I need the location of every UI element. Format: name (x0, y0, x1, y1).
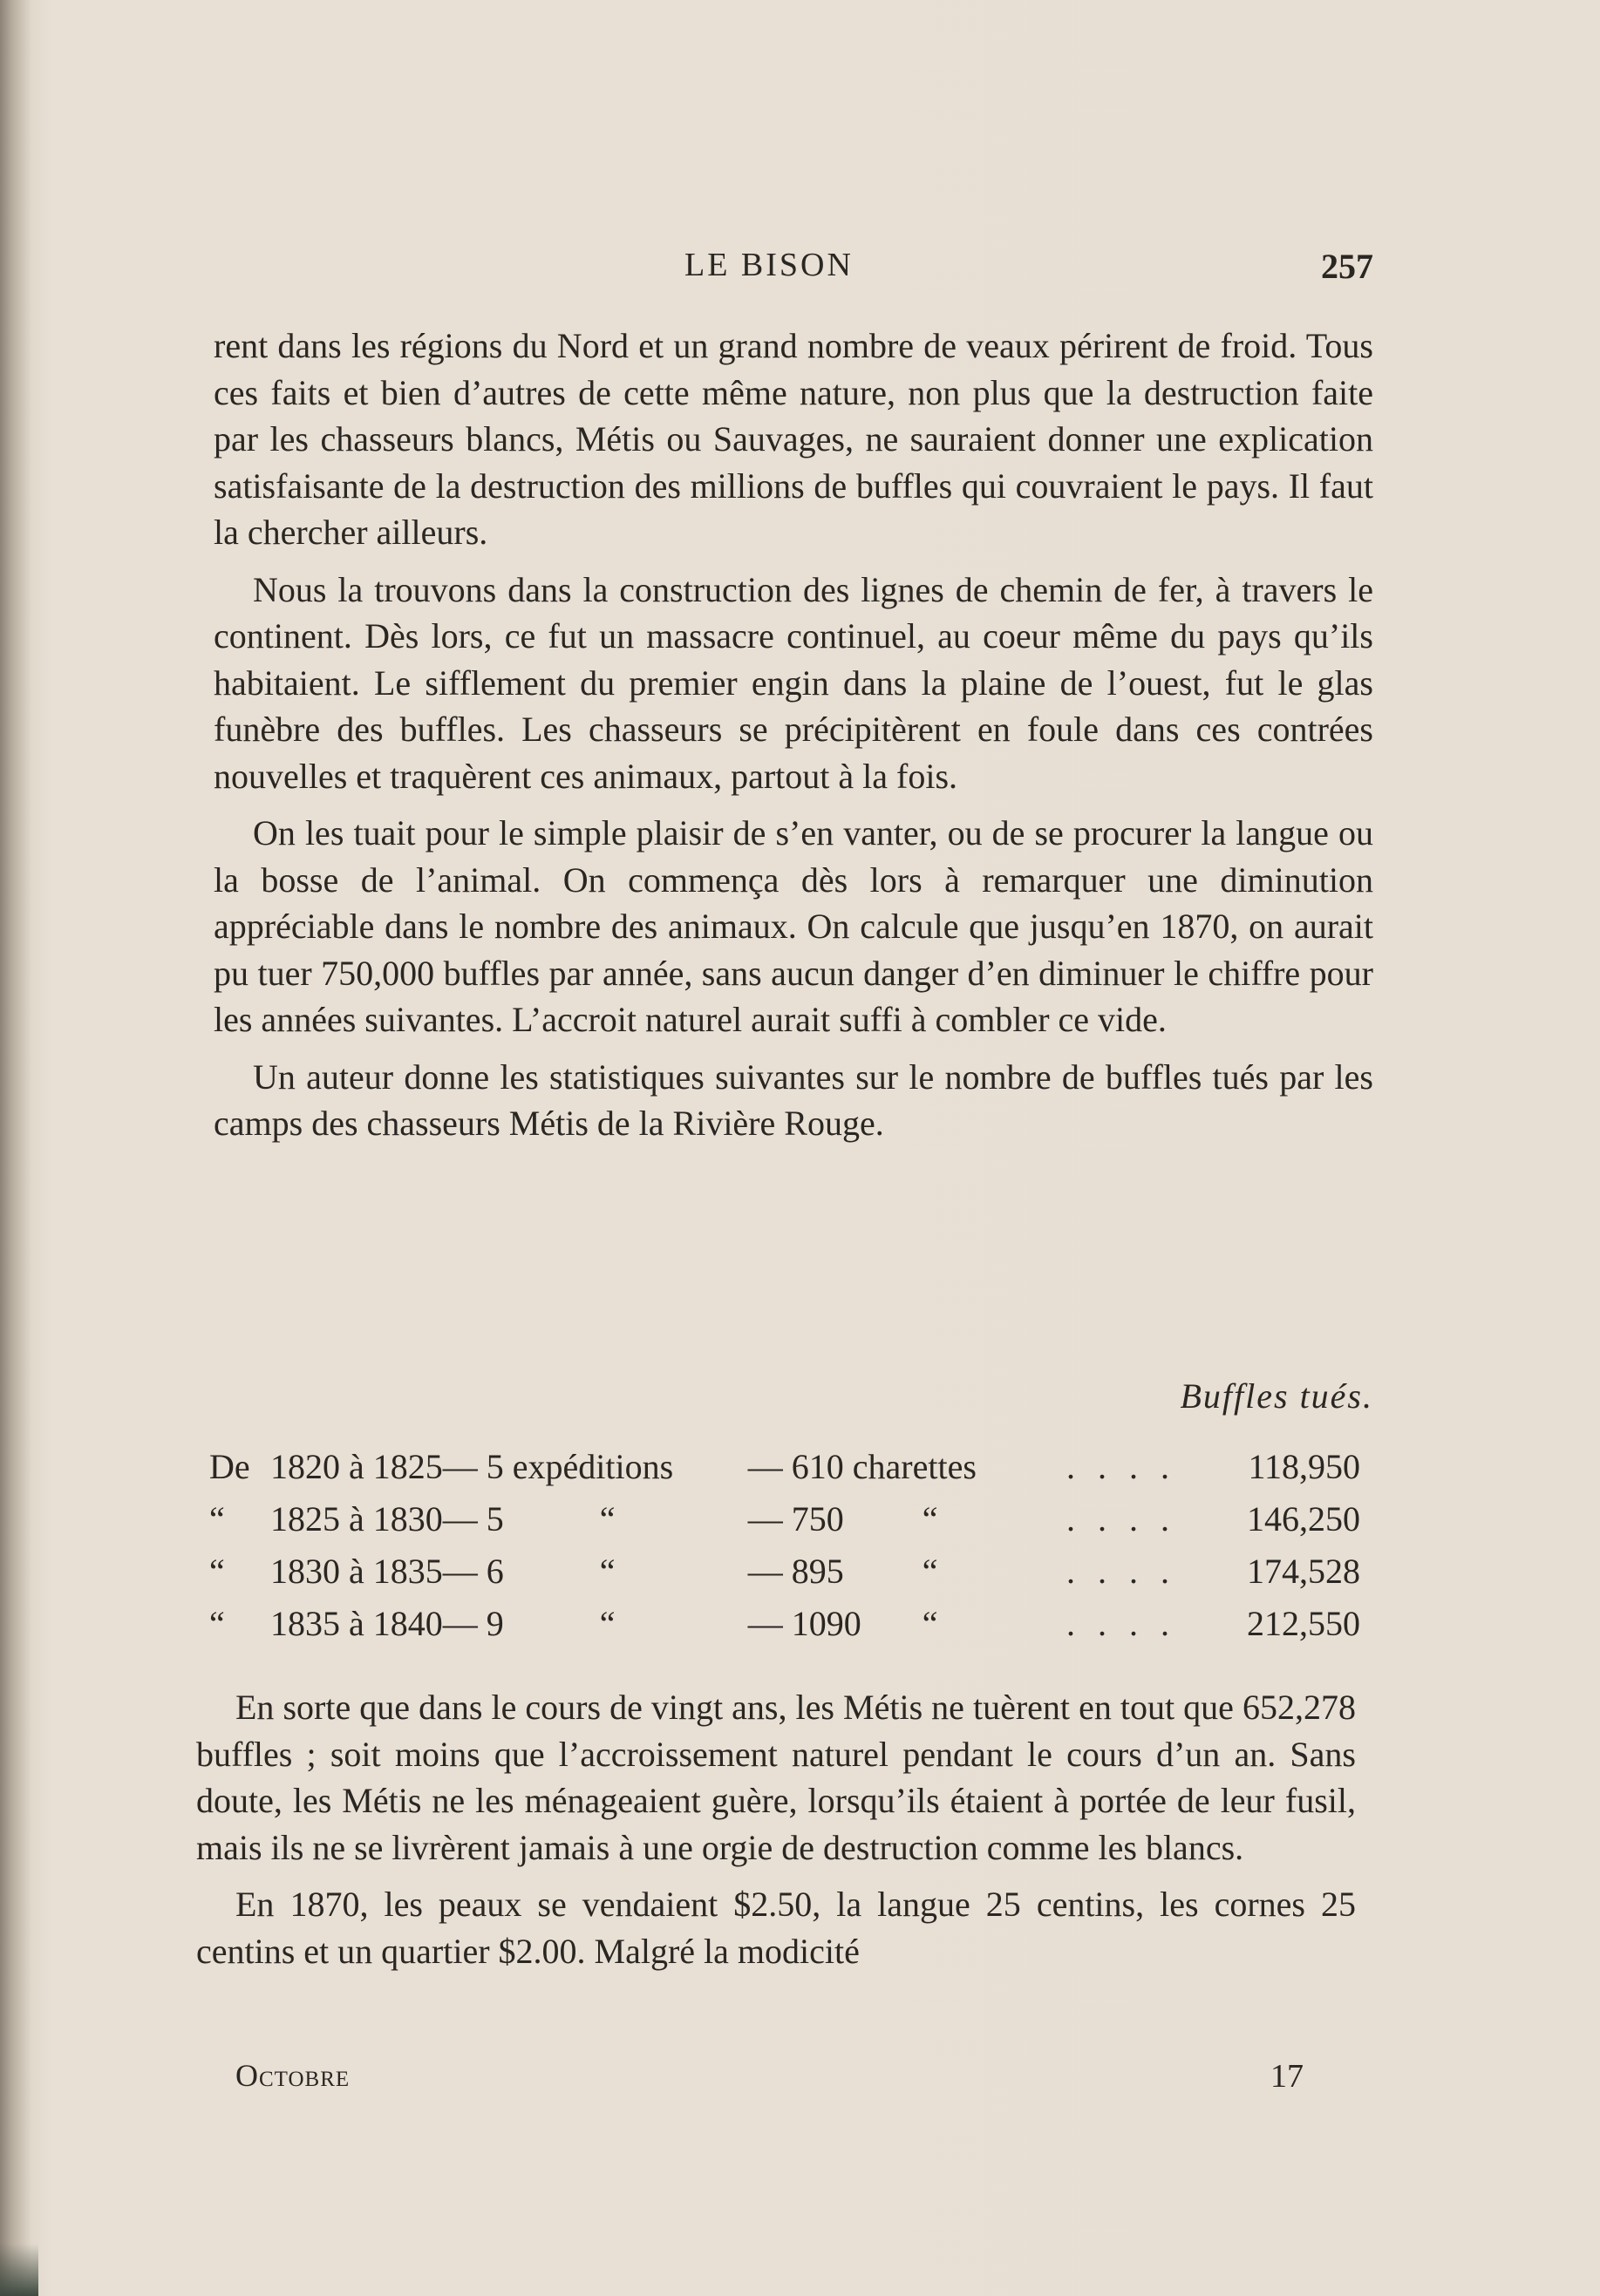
cell-ditto: “ (599, 1498, 616, 1539)
book-spine-shadow (0, 0, 31, 2296)
paragraph: Nous la trouvons dans la construction des lignes de chemin de fer, à travers le continent. Dès lors, ce fut un massacre continuel, au coeur même du pays qu’ils habitaient. Le sifflement du premier engin dans la plaine de l’ouest, fut le glas funèbre des buffles. Les chasseurs se précipitèrent en foule dans ces contrées nouvelles et traquèrent ces animaux, partout à la fois. (214, 569, 1373, 796)
table-row (209, 1492, 1360, 1545)
cell-charettes: — 610 charettes (747, 1446, 977, 1486)
cell-charettes: — 895 (747, 1551, 844, 1591)
cell-leader-dots: . . . . (1066, 1498, 1177, 1539)
paragraph: rent dans les régions du Nord et un grand nombre de veaux périrent de froid. Tous ces faits et bien d’autres de cette même nature, non plus que la destruction faite par les chasseurs blancs, Métis ou Sauvages, ne sauraient donner une explication satisfaisante de la destruction des millions de buffles qui couvraient le pays. Il faut la chercher ailleurs. (214, 326, 1373, 552)
paragraph: En 1870, les peaux se vendaient $2.50, la langue 25 centins, les cornes 25 centins et un quartier $2.00. Malgré la modicité (196, 1885, 1356, 1971)
cell-period: 1835 à 1840 (270, 1603, 443, 1643)
table-caption: Buffles tués. (1180, 1376, 1373, 1416)
cell-ditto: “ (922, 1551, 938, 1591)
page-number: 257 (1321, 247, 1373, 286)
statistics-table (209, 1440, 1360, 1649)
cell-charettes: — 750 (747, 1498, 844, 1539)
page-footer (235, 2057, 1304, 2101)
cell-value: 212,550 (1247, 1603, 1360, 1643)
cell-ditto: “ (599, 1551, 616, 1591)
cell-period: 1830 à 1835 (270, 1551, 443, 1591)
cell-leader-dots: . . . . (1066, 1603, 1177, 1643)
cell-ditto: “ (599, 1603, 616, 1643)
paragraph: On les tuait pour le simple plaisir de s’en vanter, ou de se procurer la langue ou la bosse de l’animal. On commença dès lors à remarquer une diminution appréciable dans le nombre des animaux. On calcule que jusqu’en 1870, on aurait pu tuer 750,000 buffles par année, sans aucun danger d’en diminuer le chiffre pour les années suivantes. L’accroit naturel aurait suffi à combler ce vide. (214, 813, 1373, 1039)
signature-mark: Octobre (235, 2058, 351, 2093)
cell-leader-dots: . . . . (1066, 1446, 1177, 1486)
cell-expeditions: — 9 (442, 1603, 504, 1643)
cell-value: 118,950 (1248, 1446, 1360, 1486)
cell-from: “ (209, 1551, 225, 1591)
signature-number: 17 (1270, 2058, 1304, 2095)
cell-from: “ (209, 1603, 225, 1643)
cell-value: 146,250 (1247, 1498, 1360, 1539)
cell-charettes: — 1090 (747, 1603, 861, 1643)
book-cover-edge (0, 2244, 38, 2296)
table-row (209, 1545, 1360, 1597)
cell-expeditions: — 6 (442, 1551, 504, 1591)
cell-expeditions: — 5 expéditions (442, 1446, 674, 1486)
cell-from: De (209, 1446, 250, 1486)
table-row (209, 1440, 1360, 1492)
table-row (209, 1597, 1360, 1649)
cell-value: 174,528 (1247, 1551, 1360, 1591)
page-header (214, 246, 1373, 289)
cell-leader-dots: . . . . (1066, 1551, 1177, 1591)
body-text-top (214, 323, 1373, 1147)
running-title: LE BISON (684, 247, 854, 283)
body-text-bottom (196, 1684, 1356, 1974)
cell-ditto: “ (922, 1498, 938, 1539)
cell-period: 1825 à 1830 (270, 1498, 443, 1539)
paragraph: Un auteur donne les statistiques suivantes sur le nombre de buffles tués par les camps des chasseurs Métis de la Rivière Rouge. (214, 1056, 1373, 1143)
paragraph: En sorte que dans le cours de vingt ans, les Métis ne tuèrent en tout que 652,278 buffles ; soit moins que l’accroissement naturel pendant le cours d’un an. Sans doute, les Métis ne les ménageaient guère, lorsqu’ils étaient à portée de leur fusil, mais ils ne se livrèrent jamais à une orgie de destruction comme les blancs. (196, 1688, 1356, 1867)
cell-period: 1820 à 1825 (270, 1446, 443, 1486)
cell-ditto: “ (922, 1603, 938, 1643)
cell-from: “ (209, 1498, 225, 1539)
cell-expeditions: — 5 (442, 1498, 504, 1539)
